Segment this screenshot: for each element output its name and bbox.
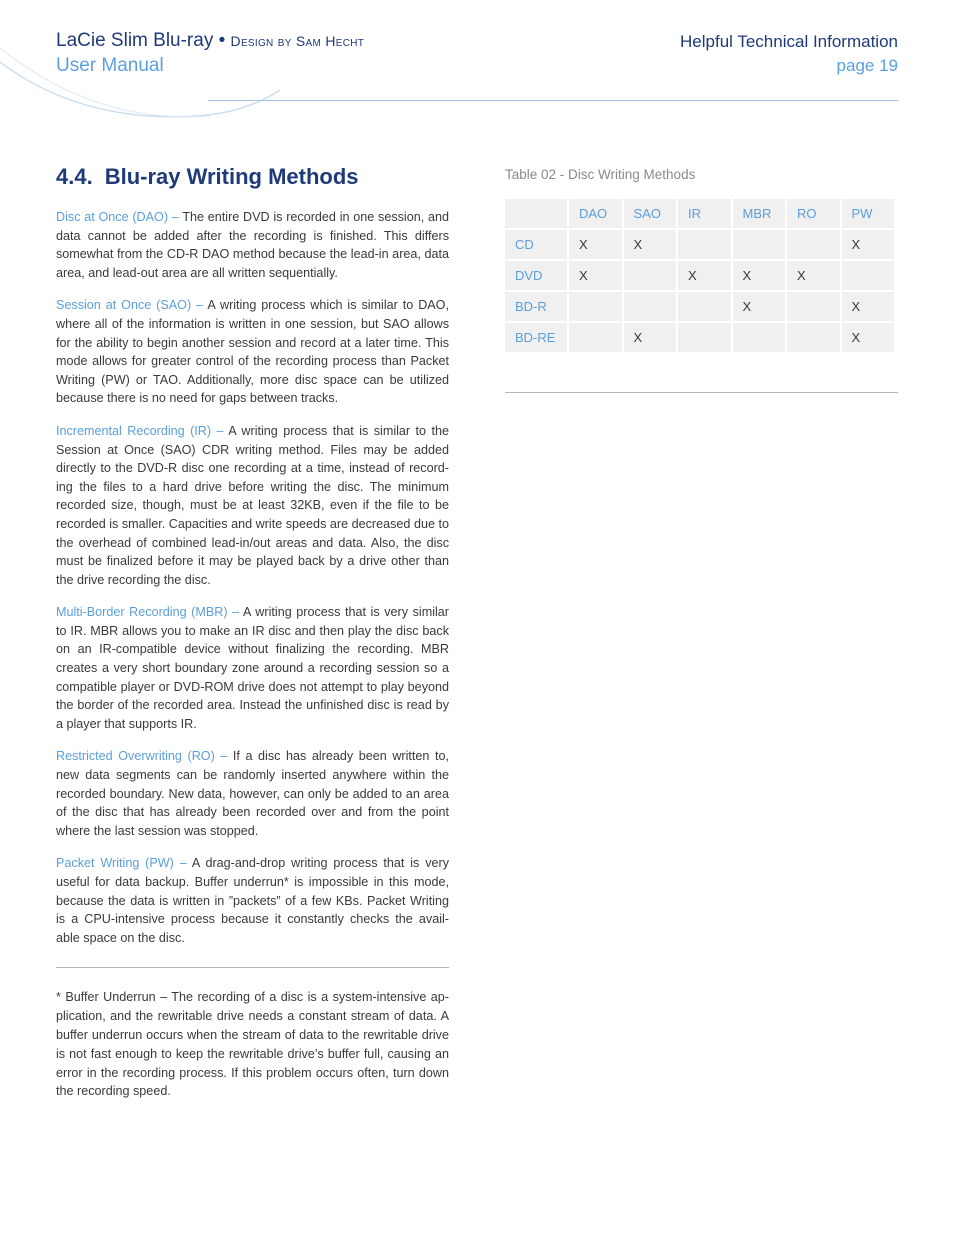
table-cell: X [842,292,895,321]
table-cell: X [733,261,786,290]
chapter-name: Helpful Technical Information [680,32,898,51]
method-description: If a disc has already been written to, new data segments can be randomly inserted anywhere within the recorded boundary. New data, however, can only be added to an area of the disc that has already been recorded over and from the point where the last session was stopped. [56,749,449,838]
table-cell [733,323,786,352]
method-term: Packet Writing (PW) – [56,856,187,871]
table-cell [678,230,731,259]
method-description: The entire DVD is recorded in one session, and data cannot be added after the recording is finished. This differs somewhat from the CD-R DAO method because the lead-in area, data area, and lead-out area are all written sequentially. [56,210,449,280]
method-paragraph [56,854,449,947]
method-term: Incremental Recording (IR) – [56,423,224,438]
title-bullet: • [218,30,226,51]
table-row [505,292,894,321]
table-caption: Table 02 - Disc Writing Methods [505,167,696,182]
method-description: A writing process that is very similar to IR. MBR allows you to make an IR disc and then play the disc back on an IR-compatible device without finalizing the recording. MBR creates a very short boundary zone around a recording session so a compatible player or DVD-ROM drive does not attempt to play beyond the border of the recorded area. Instead the unfinished disc is read by a player that supports IR. [56,605,449,731]
method-description: A writing process that is similar to the Session at Once (SAO) CDR writing method. Files may be added directly to the DVD-R disc one recording at a time, instead of record-ing the files to a hard drive before writing the disc. The minimum recorded size, though, must be at least 32KB, even if the file to be recorded is smaller. Capacities and write speeds are decreased due to the overhead of combined lead-in/out areas and data. Also, the disc must be finalized before it may be played back by a drive other than the drive recording the disc. [56,423,450,587]
table-cell [842,261,895,290]
column-header: RO [787,199,840,228]
table-cell: X [842,323,895,352]
page-number: page 19 [836,56,898,75]
table-cell [624,292,677,321]
document-subtitle: User Manual [56,55,164,76]
table-cell: X [569,261,622,290]
method-term: Session at Once (SAO) – [56,298,204,313]
table-cell: X [624,230,677,259]
column-header: PW [842,199,895,228]
table-cell: X [624,323,677,352]
main-column [56,160,449,1101]
method-description: A writing process which is similar to DAO, where all of the information is written in one session, but SAO allows for the ability to begin another session and record at a later time. This mode allows for greater control of the recording process than Packet Writing (PW) or TAO. Additionally, more disc space can be utilized because there is no need for gaps between tracks. [56,298,449,406]
table-cell [678,292,731,321]
section-title: Blu-ray Writing Methods [104,164,359,189]
method-paragraph [56,296,449,408]
row-header: DVD [505,261,567,290]
table-cell [733,230,786,259]
table-cell [787,323,840,352]
column-header: IR [678,199,731,228]
method-paragraph [56,422,449,589]
table-cell: X [569,230,622,259]
product-name: LaCie Slim Blu-ray [56,30,214,51]
method-description: A drag-and-drop writing process that is very useful for data backup. Buffer underrun* is impossible in this mode, because the data is written in ”packets” of a few KBs. Packet Writing is a CPU-intensive process because it constantly checks the avail-able space on the disc. [56,856,449,945]
document-title [56,28,364,54]
column-header: SAO [624,199,677,228]
table-cell: X [678,261,731,290]
column-header: MBR [733,199,786,228]
designer-credit: Design by Sam Hecht [230,33,365,49]
footnote-rule [56,967,449,968]
column-header: DAO [569,199,622,228]
row-header: BD-R [505,292,567,321]
table-column [505,165,898,393]
table-cell: X [787,261,840,290]
table-cell [569,323,622,352]
section-number: 4.4. [56,164,93,189]
table-header-row [505,199,894,228]
table-cell [624,261,677,290]
method-paragraph [56,208,449,282]
table-cell [787,230,840,259]
table-cell: X [733,292,786,321]
table-rule [505,392,898,393]
header-rule [208,100,898,101]
table-cell [787,292,840,321]
disc-writing-methods-table [503,197,896,354]
column-header [505,199,567,228]
method-paragraph [56,747,449,840]
table-row [505,261,894,290]
row-header: BD-RE [505,323,567,352]
footnote: * Buffer Underrun – The recording of a disc is a system-intensive ap-plication, and the rewritable drive needs a constant stream of data. A buffer underrun occurs when the stream of data to the rewritable drive is not fast enough to keep the rewritable drive’s buffer full, causing an error in the recording process. If this problem occurs often, turn down the recording speed. [56,990,449,1099]
header-right [680,30,898,78]
method-paragraph [56,603,449,733]
paragraph-list [56,208,449,947]
table-row [505,323,894,352]
table-row [505,230,894,259]
table-cell [678,323,731,352]
method-term: Disc at Once (DAO) – [56,210,179,224]
method-term: Restricted Overwriting (RO) – [56,749,228,764]
method-term: Multi-Border Recording (MBR) – [56,605,240,620]
header-left [56,28,364,78]
section-heading [56,160,449,194]
row-header: CD [505,230,567,259]
table-cell [569,292,622,321]
table-cell: X [842,230,895,259]
